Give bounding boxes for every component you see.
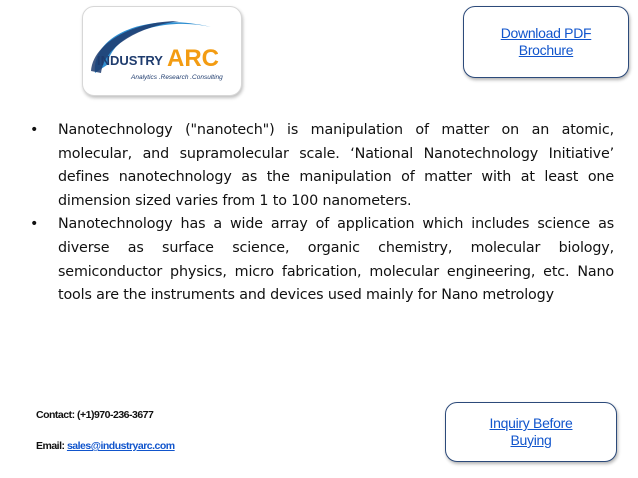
email-link[interactable]: sales@industryarc.com xyxy=(66,440,175,452)
list-item xyxy=(30,213,614,307)
bullet-icon: • xyxy=(30,122,39,138)
list-item xyxy=(30,119,614,213)
email-label: Email: xyxy=(36,440,65,452)
download-brochure-button[interactable] xyxy=(463,6,629,78)
bullet-icon: • xyxy=(30,216,39,233)
bullet-text: Nanotechnology has a wide array of application which includes science as diverse as surface science, organic chemistry, molecular biology, semiconductor physics, micro fabrication, molecular engineering, etc. Nano tools are the instruments and devices used mainly for Nano metrology xyxy=(58,216,614,304)
contact-email-row xyxy=(36,440,175,452)
inquiry-before-buying-button[interactable] xyxy=(445,402,617,462)
industryarc-logo-graphic xyxy=(83,7,241,95)
content-bullet-list xyxy=(30,119,614,308)
logo-tagline: Analytics .Research .Consulting xyxy=(131,74,223,81)
logo-brand-arc: ARC xyxy=(167,45,219,72)
logo-brand-industry: INDUSTRY xyxy=(97,53,163,68)
company-logo xyxy=(82,6,242,96)
bullet-text: Nanotechnology ("nanotech") is manipulation of matter on an atomic, molecular, and supramolecular scale. ‘National Nanotechnology Initiative’ defines nanotechnology as the manipulation of matter with at least one dimension sized varies from 1 to 100 nanometers. xyxy=(58,122,614,209)
contact-phone: Contact: (+1)970-236-3677 xyxy=(36,409,154,421)
inquiry-link[interactable]: Inquiry Before Buying xyxy=(489,415,573,448)
download-brochure-link[interactable]: Download PDF Brochure xyxy=(500,25,592,58)
